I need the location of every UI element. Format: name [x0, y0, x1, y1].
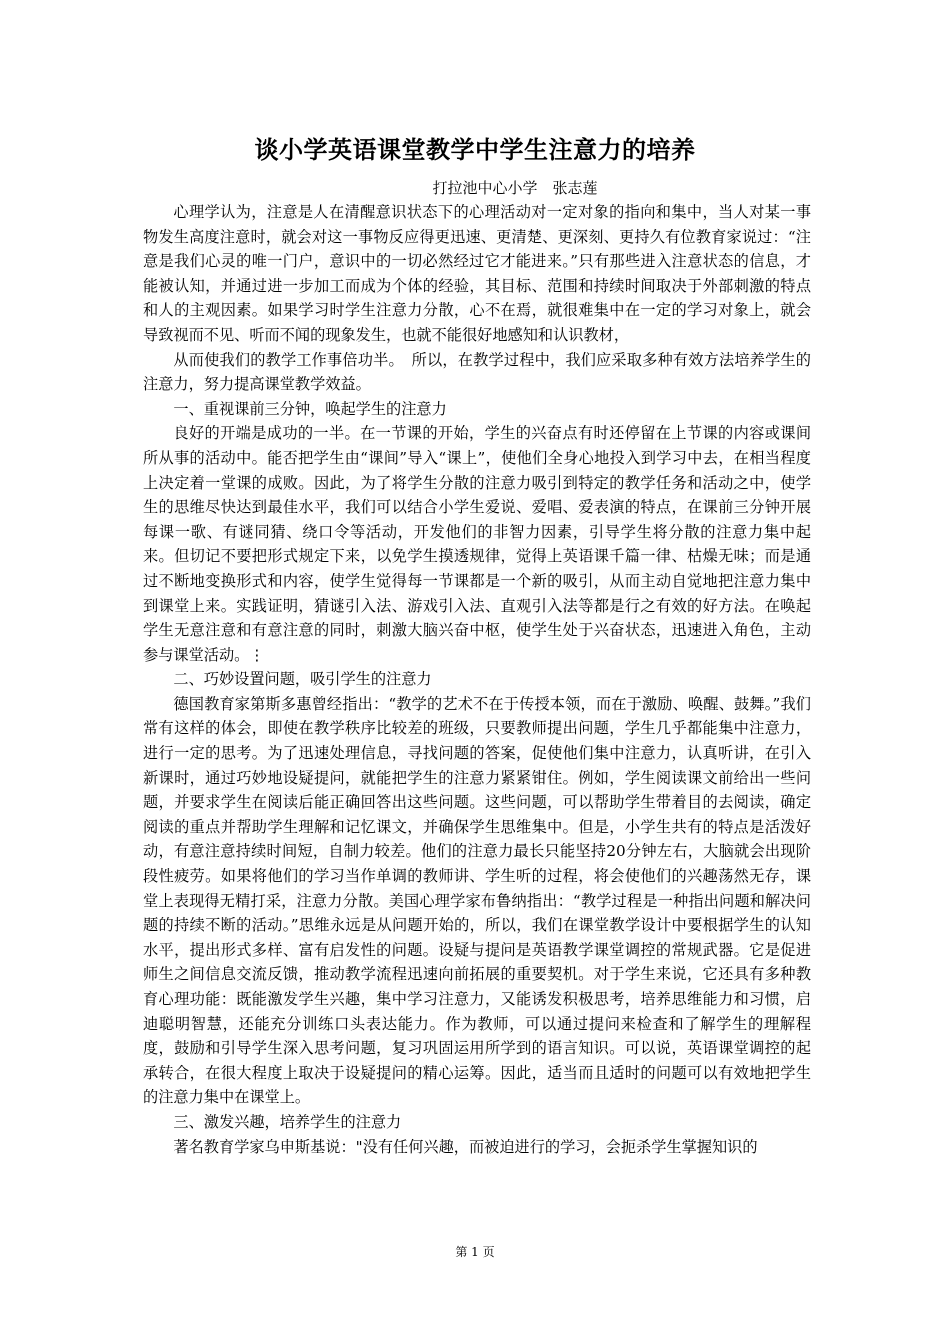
section-heading-2: 二、巧妙设置问题，吸引学生的注意力 — [173, 670, 432, 689]
paragraph-section-3: 著名教育学家乌申斯基说："没有任何兴趣，而被迫进行的学习，会扼杀学生掌握知识的 — [173, 1137, 758, 1156]
section-heading-3: 三、激发兴趣，培养学生的注意力 — [173, 1112, 402, 1131]
paragraph-section-1: 良好的开端是成功的一半。在一节课的开始，学生的兴奋点有时还停留在上节课的内容或课间所从事的活动中。能否把学生由“课间”导入“课上”，使他们全身心地投入到学习中去，在相当程度上决定着一堂课的成败。因此，为了将学生分散的注意力吸引到特定的教学任务和活动之中，使学生的思维尽快达到最佳水平，我们可以结合小学生爱说、爱唱、爱表演的特点，在课前三分钟开展每课一歌、有谜同猜、绕口令等活动，开发他们的非智力因素，引导学生将分散的注意力集中起来。但切记不要把形式规定下来，以免学生摸透规律，觉得上英语课千篇一律、枯燥无味；而是通过不断地变换形式和内容，使学生觉得每一节课都是一个新的吸引，从而主动自觉地把注意力集中到课堂上来。实践证明，猜谜引入法、游戏引入法、直观引入法等都是行之有效的好方法。在唤起学生无意注意和有意注意的同时，刺激大脑兴奋中枢，使学生处于兴奋状态，迅速进入角色，主动参与课堂活动。⋮ — [143, 424, 811, 664]
page-title: 谈小学英语课堂教学中学生注意力的培养 — [254, 135, 696, 164]
page-number: 第 1 页 — [455, 1245, 495, 1259]
paragraph-intro-2: 从而使我们的教学工作事倍功半。 所以，在教学过程中，我们应采取多种有效方法培养学生的注意力，努力提高课堂教学效益。 — [143, 350, 811, 394]
paragraph-section-2: 德国教育家第斯多惠曾经指出：“教学的艺术不在于传授本领，而在于激励、唤醒、鼓舞。”我们常有这样的体会，即使在教学秩序比较差的班级，只要教师提出问题，学生几乎都能集中注意力，进行一定的思考。为了迅速处理信息，寻找问题的答案，促使他们集中注意力，认真听讲，在引入新课时，通过巧妙地设疑提问，就能把学生的注意力紧紧钳住。例如，学生阅读课文前给出一些问题，并要求学生在阅读后能正确回答出这些问题。这些问题，可以帮助学生带着目的去阅读，确定阅读的重点并帮助学生理解和记忆课文，并确保学生思维集中。但是，小学生共有的特点是活泼好动，有意注意持续时间短，自制力较差。他们的注意力最长只能坚持20分钟左右，大脑就会出现阶段性疲劳。如果将他们的学习当作单调的教师讲、学生听的过程，将会使他们的兴趣荡然无存，课堂上表现得无精打采，注意力分散。美国心理学家布鲁纳指出：“教学过程是一种指出问题和解决问题的持续不断的活动。”思维永远是从问题开始的，所以，我们在课堂教学设计中要根据学生的认知水平，提出形式多样、富有启发性的问题。设疑与提问是英语教学课堂调控的常规武器。它是促进师生之间信息交流反馈，推动教学流程迅速向前拓展的重要契机。对于学生来说，它还具有多种教育心理功能：既能激发学生兴趣，集中学习注意力，又能诱发积极思考，培养思维能力和习惯，启迪聪明智慧，还能充分训练口头表达能力。作为教师，可以通过提问来检查和了解学生的理解程度，鼓励和引导学生深入思考问题，复习巩固运用所学到的语言知识。可以说，英语课堂调控的起承转合，在很大程度上取决于设疑提问的精心运筹。因此，适当而且适时的问题可以有效地把学生的注意力集中在课堂上。 — [143, 694, 811, 1107]
section-heading-1: 一、重视课前三分钟，唤起学生的注意力 — [173, 399, 447, 418]
author-line: 打拉池中心小学 张志莲 — [432, 179, 598, 197]
paragraph-intro-1: 心理学认为，注意是人在清醒意识状态下的心理活动对一定对象的指向和集中，当人对某一事物发生高度注意时，就会对这一事物反应得更迅速、更清楚、更深刻、更持久有位教育家说过：“注意是我们心灵的唯一门户，意识中的一切必然经过它才能进来。”只有那些进入注意状态的信息，才能被认知，并通过进一步加工而成为个体的经验，其目标、范围和持续时间取决于外部刺激的特点和人的主观因素。如果学习时学生注意力分散，心不在焉，就很难集中在一定的学习对象上，就会导致视而不见、听而不闻的现象发生，也就不能很好地感知和认识教材， — [143, 203, 811, 344]
document-body — [143, 200, 811, 1159]
